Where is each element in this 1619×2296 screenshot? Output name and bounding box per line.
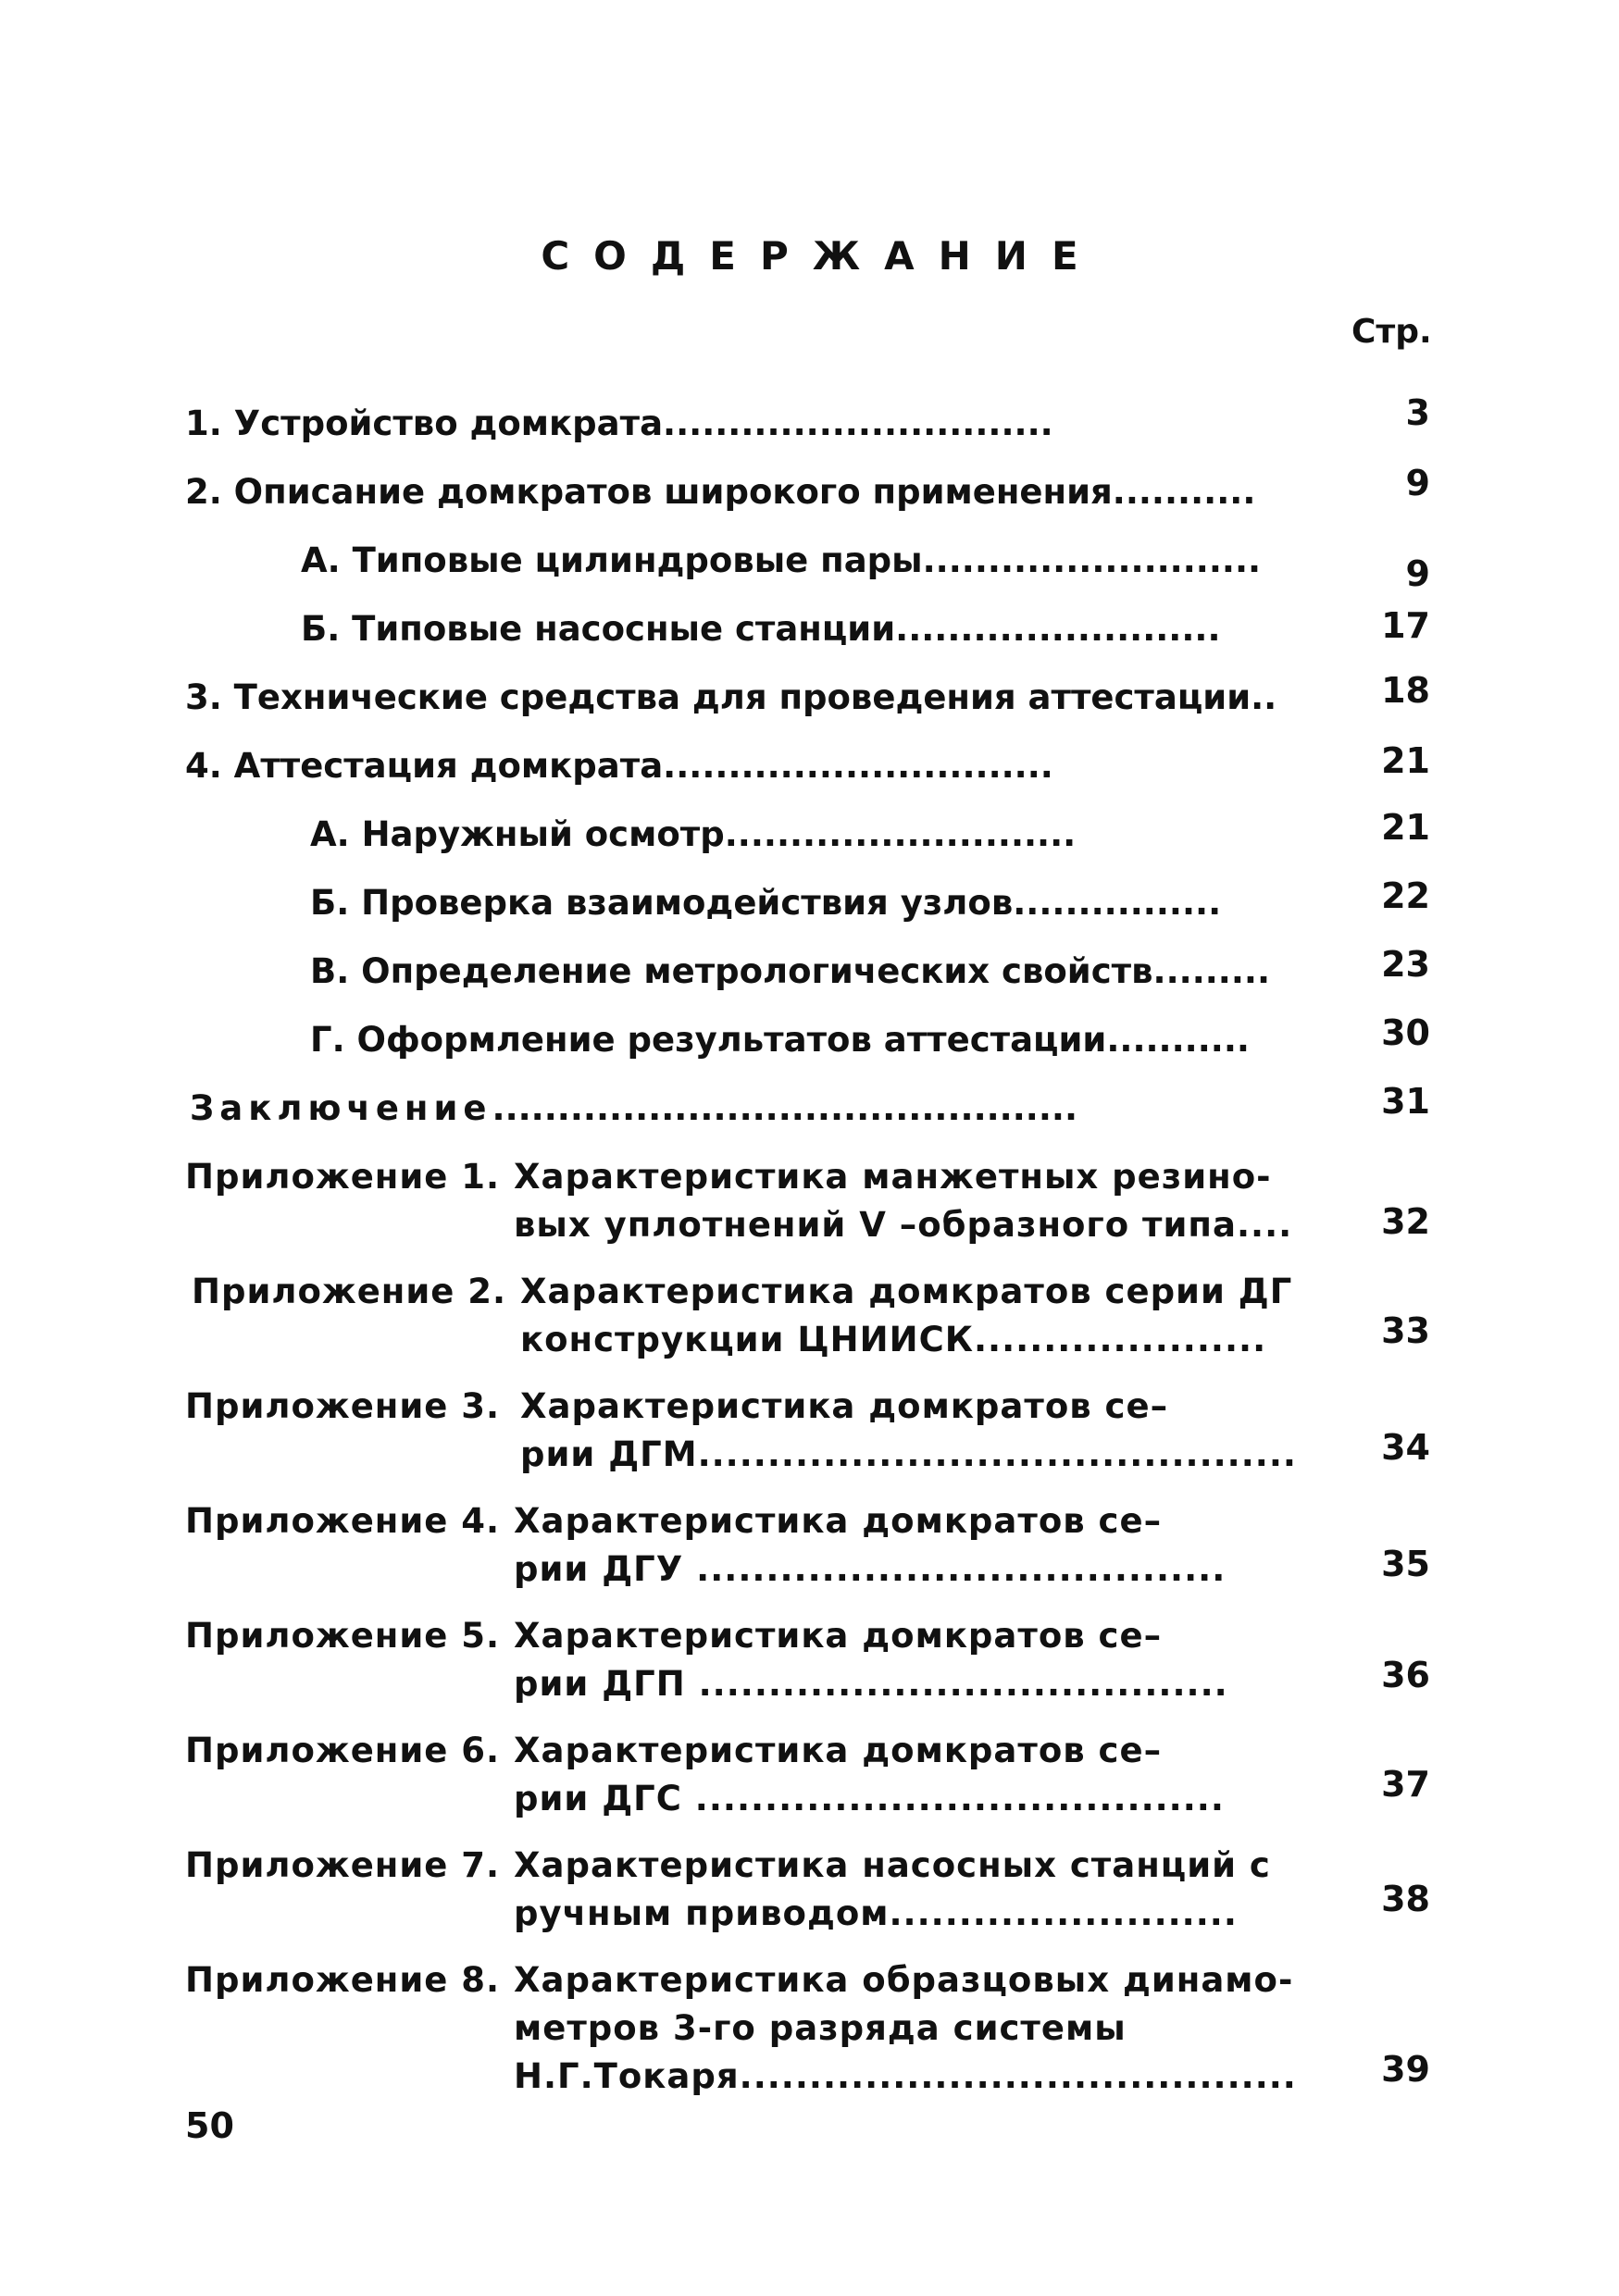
appendix-head: Приложение 1. <box>185 1157 501 1197</box>
appendix-title-line[interactable]: Характеристика домкратов се– <box>514 1501 1163 1541</box>
appendix-head: Приложение 5. <box>185 1616 501 1656</box>
appendix-title-line[interactable]: ручным приводом......................... <box>514 1893 1238 1933</box>
toc-subentry[interactable]: А. Типовые цилиндровые пары.......................... <box>301 540 1262 580</box>
appendix-title-line[interactable]: метров 3-го разряда системы <box>514 2008 1127 2048</box>
toc-page-number: 39 <box>1381 2049 1430 2090</box>
appendix-title-line[interactable]: Характеристика насосных станций с <box>514 1845 1271 1885</box>
toc-page-number: 17 <box>1381 605 1430 646</box>
toc-page-number: 37 <box>1381 1764 1430 1805</box>
toc-page-number: 21 <box>1381 807 1430 848</box>
appendix-title-line[interactable]: рии ДГС ...................................... <box>514 1779 1225 1818</box>
toc-subentry[interactable]: Г. Оформление результатов аттестации........... <box>310 1020 1250 1060</box>
appendix-title-line[interactable]: рии ДГП ...................................... <box>514 1664 1228 1704</box>
appendix-head: Приложение 2. <box>192 1272 507 1311</box>
toc-subentry[interactable]: Б. Типовые насосные станции......................... <box>301 609 1221 649</box>
appendix-title-line[interactable]: Характеристика домкратов серии ДГ <box>520 1272 1293 1311</box>
toc-entry[interactable]: Заключение............................................. <box>190 1088 1078 1128</box>
appendix-head: Приложение 7. <box>185 1845 501 1885</box>
appendix-head: Приложение 3. <box>185 1386 501 1426</box>
toc-page-number: 30 <box>1381 1012 1430 1053</box>
page-column-header: Стр. <box>1351 313 1432 351</box>
toc-page-number: 36 <box>1381 1655 1430 1695</box>
appendix-title-line[interactable]: Н.Г.Токаря........................................ <box>514 2056 1297 2096</box>
toc-page-number: 9 <box>1405 463 1430 503</box>
appendix-title-line[interactable]: Характеристика домкратов се– <box>514 1616 1163 1656</box>
toc-page-number: 38 <box>1381 1879 1430 1919</box>
toc-entry[interactable]: 4. Аттестация домкрата.............................. <box>185 746 1053 786</box>
toc-page-number: 31 <box>1381 1081 1430 1122</box>
appendix-title-line[interactable]: вых уплотнений V –образного типа.... <box>514 1205 1293 1245</box>
toc-page-number: 32 <box>1381 1201 1430 1242</box>
toc-page-number: 23 <box>1381 944 1430 985</box>
appendix-head: Приложение 8. <box>185 1960 501 2000</box>
toc-page-number: 18 <box>1381 670 1430 711</box>
appendix-title-line[interactable]: рии ДГУ ...................................... <box>514 1549 1227 1589</box>
toc-page-number: 21 <box>1381 740 1430 781</box>
toc-entry[interactable]: 1. Устройство домкрата.............................. <box>185 403 1053 443</box>
toc-page-number: 35 <box>1381 1544 1430 1584</box>
page-title: СОДЕРЖАНИЕ <box>541 233 1102 279</box>
toc-page-number: 9 <box>1405 553 1430 594</box>
toc-subentry[interactable]: Б. Проверка взаимодействия узлов................ <box>310 883 1222 923</box>
footer-page-number: 50 <box>185 2105 234 2146</box>
appendix-title-line[interactable]: Характеристика манжетных резино- <box>514 1157 1272 1197</box>
toc-page-number: 22 <box>1381 875 1430 916</box>
appendix-title-line[interactable]: Характеристика образцовых динамо- <box>514 1960 1294 2000</box>
toc-page-number: 33 <box>1381 1310 1430 1351</box>
toc-entry[interactable]: 2. Описание домкратов широкого применения........... <box>185 472 1256 512</box>
toc-entry[interactable]: 3. Технические средства для проведения аттестации.. <box>185 677 1277 717</box>
appendix-head: Приложение 6. <box>185 1731 501 1770</box>
appendix-title-line[interactable]: Характеристика домкратов се– <box>514 1731 1163 1770</box>
appendix-title-line[interactable]: рии ДГМ........................................... <box>520 1434 1297 1474</box>
toc-subentry[interactable]: В. Определение метрологических свойств......... <box>310 951 1271 991</box>
appendix-title-line[interactable]: конструкции ЦНИИСК..................... <box>520 1320 1267 1359</box>
appendix-head: Приложение 4. <box>185 1501 501 1541</box>
toc-page-number: 34 <box>1381 1427 1430 1468</box>
toc-subentry[interactable]: А. Наружный осмотр........................... <box>310 814 1077 854</box>
appendix-title-line[interactable]: Характеристика домкратов се– <box>520 1386 1169 1426</box>
toc-page-number: 3 <box>1405 392 1430 433</box>
